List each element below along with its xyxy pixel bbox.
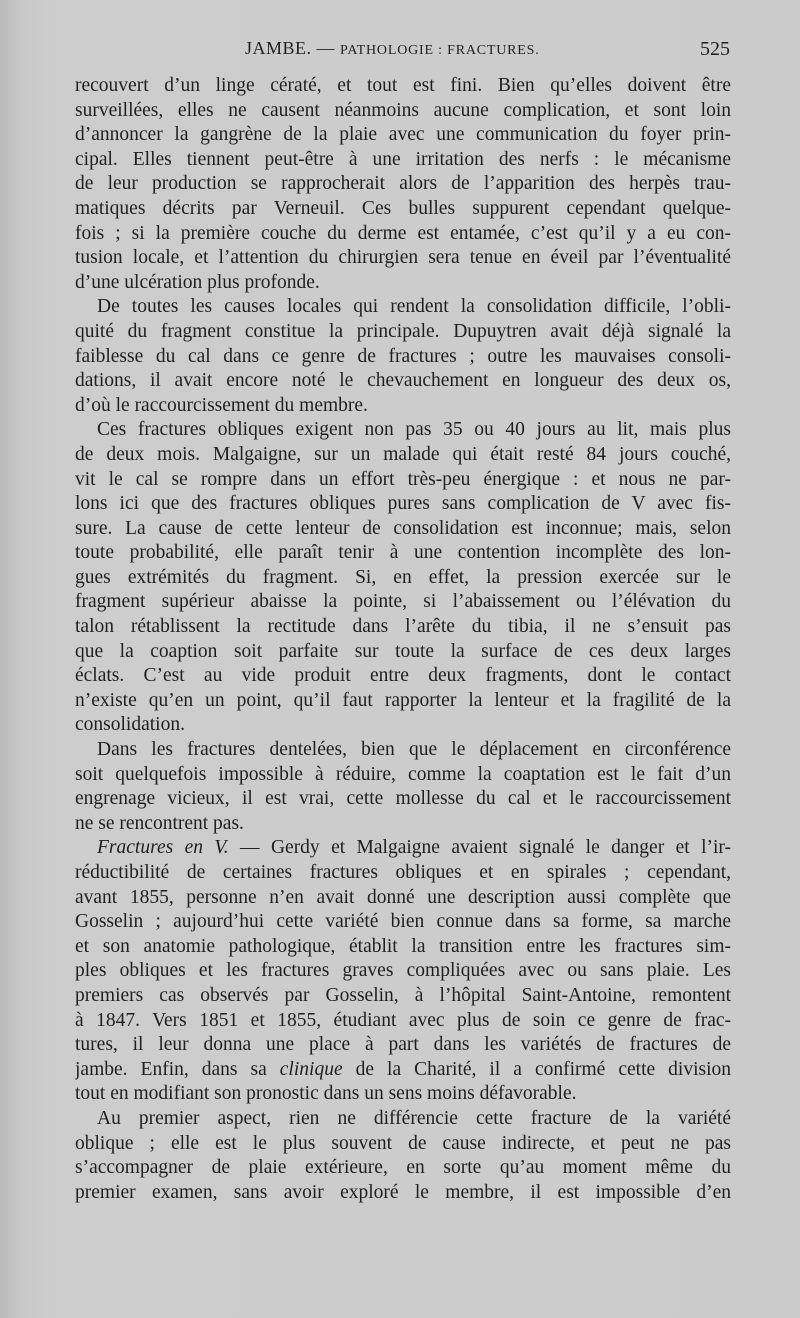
line-text: tout en modifiant son pronostic dans un sens moins défavorable. [75, 1083, 577, 1105]
text-line [75, 345, 731, 370]
text-line [75, 1009, 731, 1034]
line-text: dations, il avait encore noté le chevauchement en longueur des deux os, [75, 370, 731, 392]
text-line [75, 1156, 731, 1181]
line-text: surveillées, elles ne causent néanmoins aucune complication, et sont loin [75, 99, 731, 121]
text-line [75, 222, 731, 247]
text-line [75, 1058, 731, 1083]
text-line [75, 418, 731, 443]
text-line [75, 984, 731, 1009]
line-text: lons ici que des fractures obliques pures sans complication de V avec fis- [75, 493, 731, 515]
text-line [75, 812, 731, 837]
text-line [75, 566, 731, 591]
line-text: recouvert d’un linge cératé, et tout est fini. Bien qu’elles doivent être [75, 75, 731, 96]
text-line [75, 787, 731, 812]
text-line [75, 886, 731, 911]
line-text: réductibilité de certaines fractures obliques et en spirales ; cependant, [75, 862, 731, 883]
line-text: — Gerdy et Malgaigne avaient signalé le danger et l’ir- [228, 837, 731, 859]
line-text: premier examen, sans avoir exploré le membre, il est impossible d’en [75, 1181, 731, 1203]
running-head-chapter: JAMBE. — [245, 38, 341, 58]
line-text: jambe. Enfin, dans sa [75, 1058, 280, 1080]
line-text: vit le cal se rompre dans un effort très-peu énergique : et nous ne par- [75, 468, 731, 490]
text-line [75, 172, 731, 197]
body-text [75, 74, 731, 1205]
line-text: d’une ulcération plus profonde. [75, 271, 320, 293]
line-text: que la coaption soit parfaite sur toute la surface de ces deux larges [75, 640, 731, 662]
line-text: d’où le raccourcissement du membre. [75, 394, 368, 416]
text-line [75, 1033, 731, 1058]
line-text: Dans les fractures dentelées, bien que le déplacement en circonférence [97, 739, 731, 761]
text-line [75, 99, 731, 124]
line-text: de deux mois. Malgaigne, sur un malade qui était resté 84 jours couché, [75, 443, 731, 465]
line-text: n’existe qu’en un point, qu’il faut rapporter la lenteur et la fragilité de la [75, 689, 731, 711]
running-head [245, 38, 540, 59]
line-text: de la Charité, il a confirmé cette division [342, 1058, 731, 1080]
text-line [75, 664, 731, 689]
text-line [75, 197, 731, 222]
line-text: consolidation. [75, 714, 185, 736]
page-header [75, 38, 730, 68]
line-text: gues extrémités du fragment. Si, en effet, la pression exercée sur le [75, 566, 731, 588]
text-line [75, 369, 731, 394]
line-text: et son anatomie pathologique, établit la transition entre les fractures sim- [75, 935, 731, 957]
text-line [75, 271, 731, 296]
text-line [75, 468, 731, 493]
text-line [75, 517, 731, 542]
text-line [75, 394, 731, 419]
line-text: s’accompagner de plaie extérieure, en sorte qu’au moment même du [75, 1157, 731, 1179]
running-head-section: PATHOLOGIE : FRACTURES. [340, 43, 540, 58]
italic-word: clinique [279, 1058, 343, 1080]
line-text: cipal. Elles tiennent peut-être à une irritation des nerfs : le mécanisme [75, 148, 731, 170]
text-line [75, 74, 731, 99]
text-line [75, 1107, 731, 1132]
text-line [75, 1181, 731, 1206]
text-line [75, 615, 731, 640]
section-heading: Fractures en V. [97, 837, 229, 859]
line-text: fois ; si la première couche du derme est entamée, c’est qu’il y a eu con- [75, 222, 731, 244]
text-line [75, 935, 731, 960]
line-text: fragment supérieur abaisse la pointe, si l’abaissement ou l’élévation du [75, 591, 731, 613]
line-text: éclats. C’est au vide produit entre deux fragments, dont le contact [75, 665, 731, 687]
line-text: soit quelquefois impossible à réduire, comme la coaptation est le fait d’un [75, 763, 731, 785]
line-text: quité du fragment constitue la principale. Dupuytren avait déjà signalé la [75, 320, 731, 342]
text-line [75, 1082, 731, 1107]
line-text: ne se rencontrent pas. [75, 812, 244, 834]
text-line [75, 320, 731, 345]
text-line [75, 738, 731, 763]
line-text: faiblesse du cal dans ce genre de fractures ; outre les mauvaises consoli- [75, 345, 731, 367]
text-line [75, 590, 731, 615]
text-line [75, 148, 731, 173]
line-text: Gosselin ; aujourd’hui cette variété bien connue dans sa forme, sa marche [75, 911, 731, 933]
line-text: premiers cas observés par Gosselin, à l’hôpital Saint-Antoine, remontent [75, 984, 731, 1006]
line-text: sure. La cause de cette lenteur de consolidation est inconnue; mais, selon [75, 517, 731, 539]
text-line [75, 443, 731, 468]
text-line [75, 541, 731, 566]
text-line [75, 492, 731, 517]
line-text: avant 1855, personne n’en avait donné une description aussi complète que [75, 886, 731, 908]
line-text: à 1847. Vers 1851 et 1855, étudiant avec plus de soin ce genre de frac- [75, 1009, 731, 1031]
line-text: talon rétablissent la rectitude dans l’arête du tibia, il ne s’ensuit pas [75, 616, 731, 638]
text-line [75, 836, 731, 861]
text-line [75, 910, 731, 935]
line-text: oblique ; elle est le plus souvent de cause indirecte, et peut ne pas [75, 1132, 731, 1154]
text-line [75, 1132, 731, 1157]
line-text: toute probabilité, elle paraît tenir à une contention incomplète des lon- [75, 542, 731, 564]
text-line [75, 246, 731, 271]
text-line [75, 295, 731, 320]
text-line [75, 713, 731, 738]
text-line [75, 689, 731, 714]
line-text: de leur production se rapprocherait alors de l’apparition des herpès trau- [75, 173, 731, 195]
text-line [75, 959, 731, 984]
line-text: Ces fractures obliques exigent non pas 35 ou 40 jours au lit, mais plus [97, 419, 731, 441]
line-text: engrenage vicieux, il est vrai, cette mollesse du cal et le raccourcissement [75, 788, 731, 810]
line-text: d’annoncer la gangrène de la plaie avec une communication du foyer prin- [75, 124, 731, 146]
line-text: tures, il leur donna une place à part dans les variétés de fractures de [75, 1034, 731, 1056]
line-text: Au premier aspect, rien ne différencie cette fracture de la variété [97, 1107, 731, 1129]
line-text: De toutes les causes locales qui rendent la consolidation difficile, l’obli- [97, 296, 731, 318]
line-text: ples obliques et les fractures graves compliquées avec ou sans plaie. Les [75, 960, 731, 982]
line-text: matiques décrits par Verneuil. Ces bulles suppurent cependant quelque- [75, 197, 731, 219]
text-line [75, 763, 731, 788]
text-line [75, 861, 731, 886]
text-line [75, 640, 731, 665]
page-number: 525 [700, 38, 730, 60]
text-line [75, 123, 731, 148]
line-text: tusion locale, et l’attention du chirurgien sera tenue en éveil par l’éventualité [75, 247, 731, 269]
